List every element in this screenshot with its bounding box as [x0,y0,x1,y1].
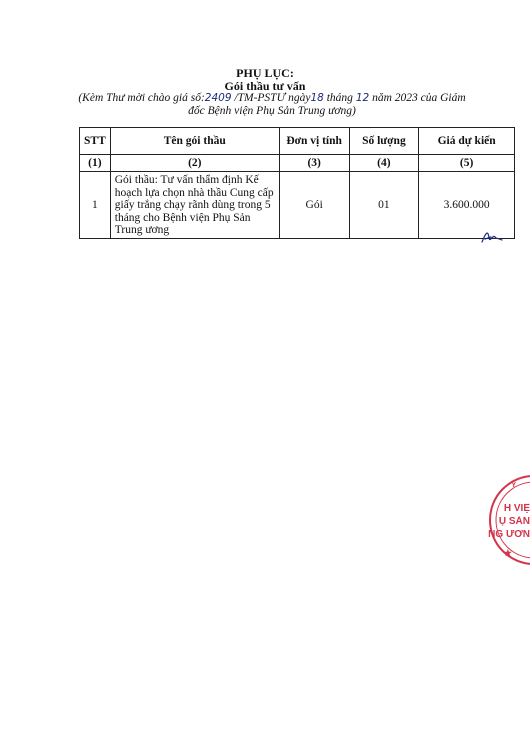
row-unit: Gói [279,172,349,239]
handwritten-day: 18 [310,92,324,104]
row-quantity: 01 [349,172,419,239]
column-number-row [80,155,515,172]
row-package-name: Gói thầu: Tư vấn thẩm định Kế hoạch lựa chọn nhà thầu Cung cấp giấy trắng chạy rãnh dùng trong 5 tháng cho Bệnh viện Phụ Sản Trung ương [110,172,279,239]
reference-month-label: tháng [326,92,353,104]
initials-signature [480,228,504,246]
seal-text-top: Y [511,482,516,489]
header-package-name: Tên gói thầu [110,128,279,155]
row-price: 3.600.000 [419,172,515,239]
column-number: (5) [419,155,515,172]
header-unit: Đơn vị tính [279,128,349,155]
row-stt: 1 [80,172,111,239]
appendix-title: PHỤ LỤC: [236,66,294,80]
table-row [80,172,515,239]
column-number: (3) [279,155,349,172]
handwritten-month: 12 [355,92,370,104]
reference-suffix: năm 2023 của Giám đốc Bệnh viện Phụ Sản Trung ương) [188,92,466,117]
reference-mid: /TM-PSTƯ ngày [234,92,311,104]
reference-line [72,92,472,118]
seal-star-icon: ★ [503,548,512,558]
red-stamp-seal [482,470,530,570]
appendix-table [79,127,515,239]
seal-text-line: NG ƯƠN [488,529,530,540]
appendix-subtitle: Gói thầu tư vấn [224,79,306,93]
seal-text-line: Ụ SẢN [498,516,530,527]
handwritten-ref-number: 2409 [204,92,232,104]
header-estimated-price: Giá dự kiến [419,128,515,155]
reference-prefix: (Kèm Thư mời chào giá số: [78,92,205,104]
column-number: (2) [110,155,279,172]
table-header-row [80,128,515,155]
column-number: (1) [80,155,111,172]
seal-text-line: H VIỆ [503,503,530,514]
header-stt: STT [80,128,111,155]
column-number: (4) [349,155,419,172]
header-quantity: Số lượng [349,128,419,155]
